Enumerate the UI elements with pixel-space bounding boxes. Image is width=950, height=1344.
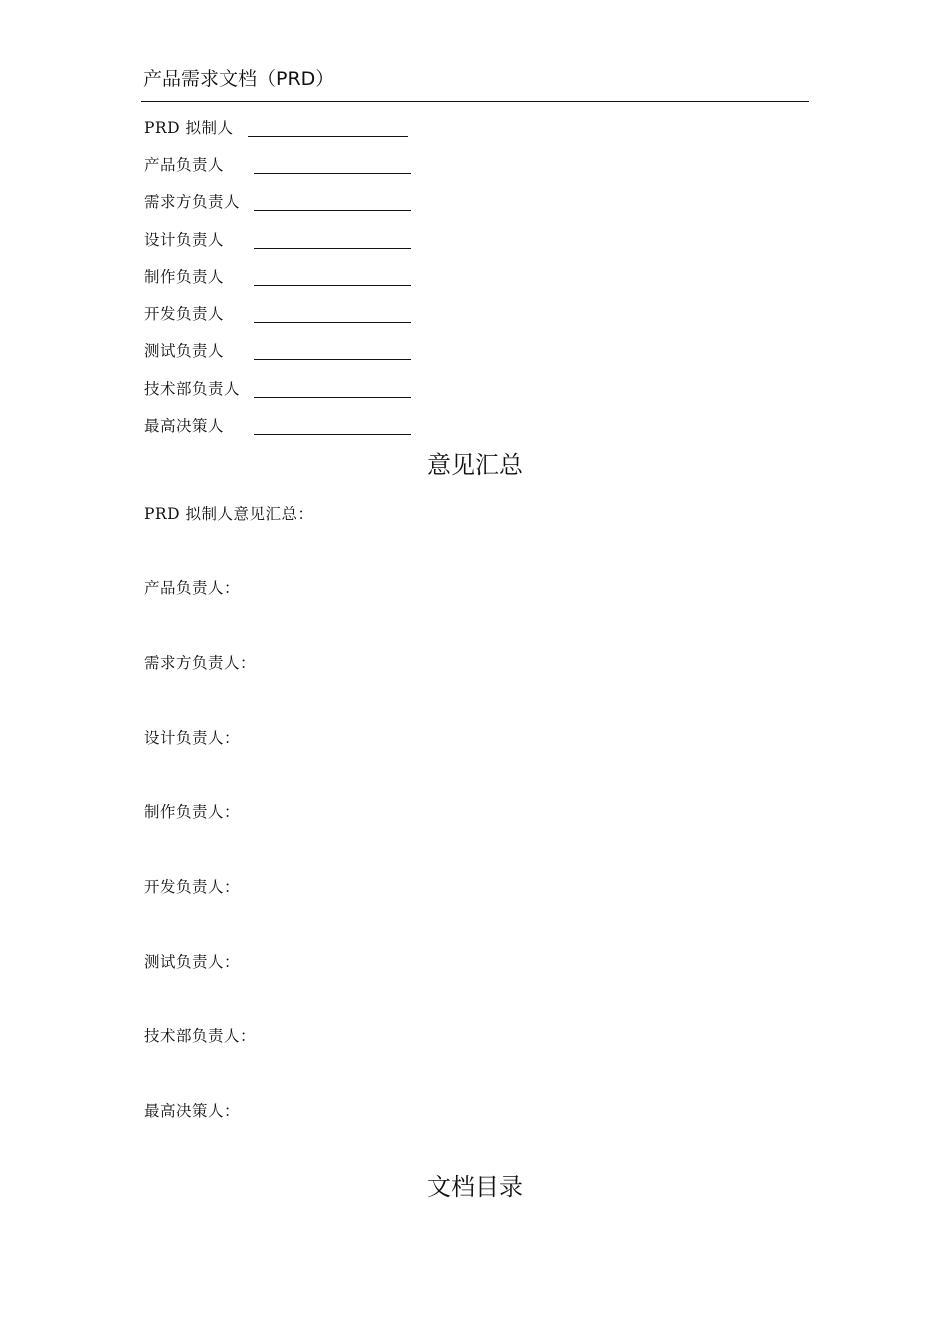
signoff-label: 开发负责人: [144, 305, 225, 323]
opinions-heading: 意见汇总: [427, 451, 523, 479]
signature-line: [254, 359, 411, 360]
toc-heading: 文档目录: [427, 1173, 523, 1201]
signoff-row-top-decision-maker: [144, 415, 444, 439]
opinion-item-tech-dept-owner: 技术部负责人：: [144, 1027, 257, 1045]
signoff-label: 最高决策人: [144, 417, 225, 435]
signoff-row-tech-dept-owner: [144, 378, 444, 402]
opinion-item-test-owner: 测试负责人：: [144, 953, 241, 971]
opinion-item-dev-owner: 开发负责人：: [144, 878, 241, 896]
opinion-item-top-decision-maker: 最高决策人：: [144, 1102, 241, 1120]
signature-line: [254, 285, 411, 286]
signoff-row-test-owner: [144, 340, 444, 364]
signoff-row-product-owner: [144, 154, 444, 178]
signoff-label: 测试负责人: [144, 342, 225, 360]
opinion-item-prd-drafter: PRD 拟制人意见汇总：: [144, 505, 314, 523]
signoff-row-prd-drafter: [144, 117, 444, 141]
signature-line: [254, 173, 411, 174]
signature-line: [254, 397, 411, 398]
signature-line: [254, 248, 411, 249]
signoff-label: 技术部负责人: [144, 380, 241, 398]
header-rule: [141, 101, 809, 102]
signoff-label: 制作负责人: [144, 268, 225, 286]
signoff-label: PRD 拟制人: [144, 119, 234, 137]
opinion-item-requester-owner: 需求方负责人：: [144, 654, 257, 672]
signoff-label: 需求方负责人: [144, 193, 241, 211]
opinion-item-product-owner: 产品负责人：: [144, 579, 241, 597]
document-header-title: 产品需求文档（PRD）: [143, 68, 335, 90]
signature-line: [248, 136, 408, 137]
signoff-label: 设计负责人: [144, 231, 225, 249]
signoff-row-design-owner: [144, 229, 444, 253]
signature-line: [254, 434, 411, 435]
signature-line: [254, 322, 411, 323]
signature-line: [254, 210, 411, 211]
signoff-row-production-owner: [144, 266, 444, 290]
signoff-label: 产品负责人: [144, 156, 225, 174]
opinion-item-production-owner: 制作负责人：: [144, 803, 241, 821]
signoff-row-requester-owner: [144, 191, 444, 215]
signoff-row-dev-owner: [144, 303, 444, 327]
opinion-item-design-owner: 设计负责人：: [144, 729, 241, 747]
